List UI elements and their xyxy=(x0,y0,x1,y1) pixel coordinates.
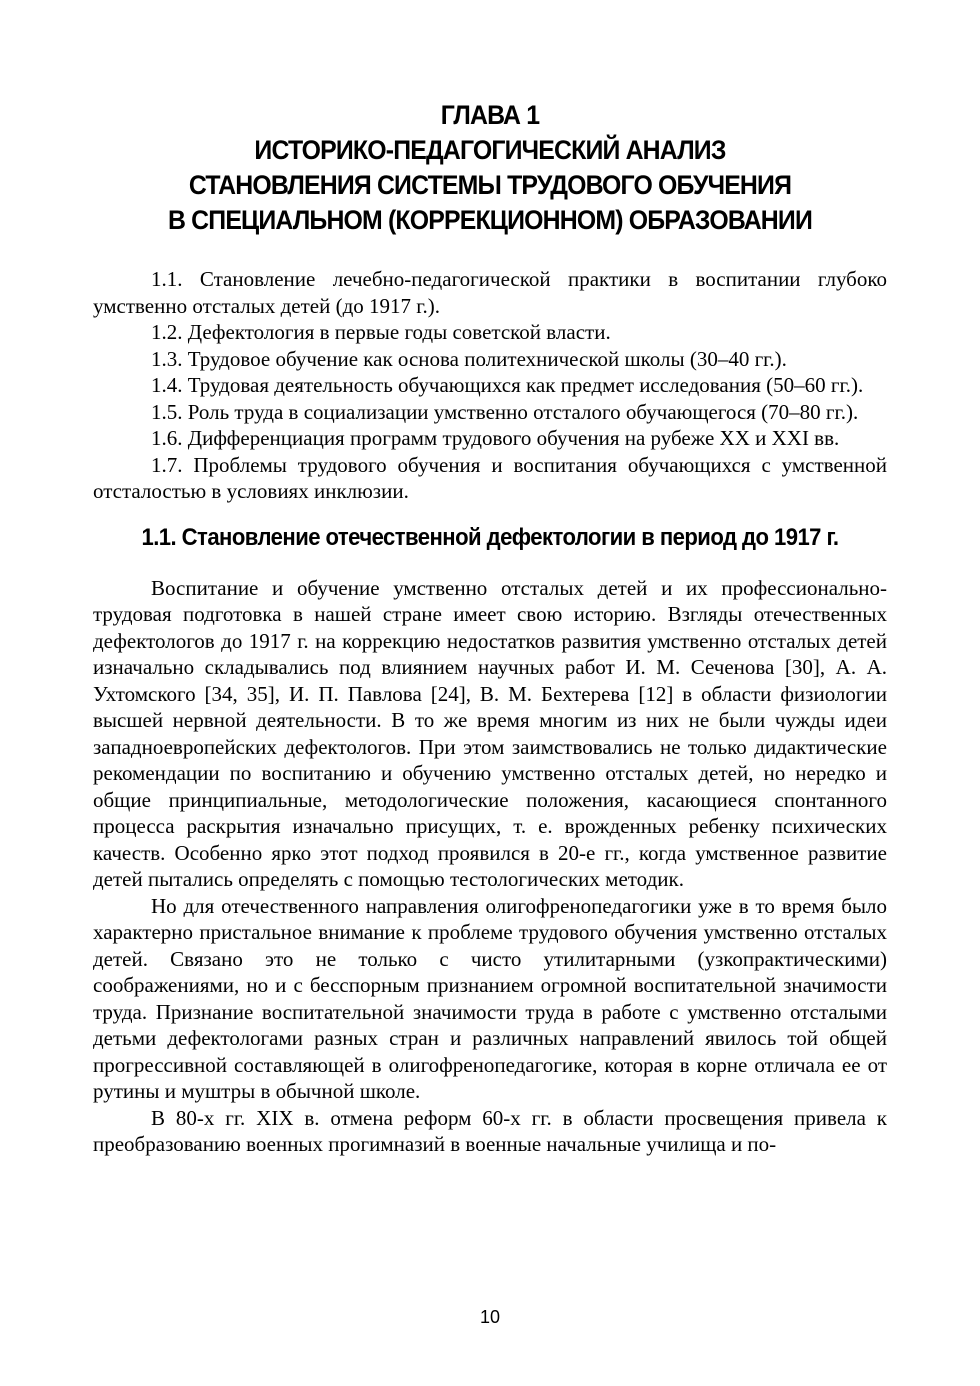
section-heading: 1.1. Становление отечественной дефектологии в период до 1917 г. xyxy=(141,523,839,551)
contents-item-1-7: 1.7. Проблемы трудового обучения и воспитания обучающихся с умственной отсталостью в условиях инклюзии. xyxy=(93,452,887,503)
section-body xyxy=(93,575,887,1158)
chapter-title-line-2: СТАНОВЛЕНИЯ СИСТЕМЫ ТРУДОВОГО ОБУЧЕНИЯ xyxy=(188,170,792,200)
contents-item-1-4: 1.4. Трудовая деятельность обучающихся как предмет исследования (50–60 гг.). xyxy=(151,373,864,397)
chapter-title-line-1: ИСТОРИКО-ПЕДАГОГИЧЕСКИЙ АНАЛИЗ xyxy=(254,135,726,165)
contents-item-1-2: 1.2. Дефектология в первые годы советской власти. xyxy=(151,320,611,344)
chapter-number: ГЛАВА 1 xyxy=(440,100,540,130)
chapter-contents xyxy=(93,266,887,505)
contents-item-1-1: 1.1. Становление лечебно-педагогической практики в воспитании глубоко умственно отсталых детей (до 1917 г.). xyxy=(93,267,887,318)
contents-item-1-3: 1.3. Трудовое обучение как основа политехнической школы (30–40 гг.). xyxy=(151,346,787,371)
chapter-title-line-3: В СПЕЦИАЛЬНОМ (КОРРЕКЦИОННОМ) ОБРАЗОВАНИИ xyxy=(167,205,812,235)
paragraph-3: В 80-х гг. XIX в. отмена реформ 60-х гг. в области просвещения привела к преобразованию военных прогимназий в военные начальные училища и по- xyxy=(93,1105,887,1156)
contents-item-1-6: 1.6. Дифференциация программ трудового обучения на рубеже XX и XXI вв. xyxy=(151,426,840,450)
paragraph-1: Воспитание и обучение умственно отсталых детей и их профессионально-трудовая подготовка в нашей стране имеет свою историю. Взгляды отечественных дефектологов до 1917 г. на коррекцию недостатков развития умственно отсталых детей изначально складывались под влиянием научных работ И. М. Сеченова [30], А. А. Ухтомского [34, 35], И. П. Павлова [24], В. М. Бехтерева [12] в области физиологии высшей нервной деятельности. В то же время многим из них не были чужды идеи западноевропейских дефектологов. При этом заимствовались не только дидактические рекомендации по воспитанию и обучению умственно отсталых детей, но нередко и общие принципиальные, методологические положения, касающиеся спонтанного процесса раскрытия изначально присущих, т. е. врожденных ребенку психических качеств. Особенно ярко этот подход проявился в 20-е гг., когда умственное развитие детей пытались определять с помощью тестологических методик. xyxy=(93,575,887,891)
paragraph-2: Но для отечественного направления олигофренопедагогики уже в то время было характерно пристальное внимание к проблеме трудового обучения умственно отсталых детей. Связано это не только с чисто утилитарными (узкопрактическими) соображениями, но и с бесспорным признанием огромной воспитательной значимости труда. Признание воспитательной значимости труда в работе с умственно отсталыми детьми дефектологами разных стран и различных направлений явилось той общей прогрессивной составляющей в олигофренопедагогике, которая в корне отличала ее от рутины и муштры в обычной школе. xyxy=(93,893,887,1103)
page-number: 10 xyxy=(479,1307,501,1327)
contents-item-1-5: 1.5. Роль труда в социализации умственно отсталого обучающегося (70–80 гг.). xyxy=(151,399,859,424)
chapter-heading xyxy=(125,98,855,238)
document-page xyxy=(93,98,887,1158)
